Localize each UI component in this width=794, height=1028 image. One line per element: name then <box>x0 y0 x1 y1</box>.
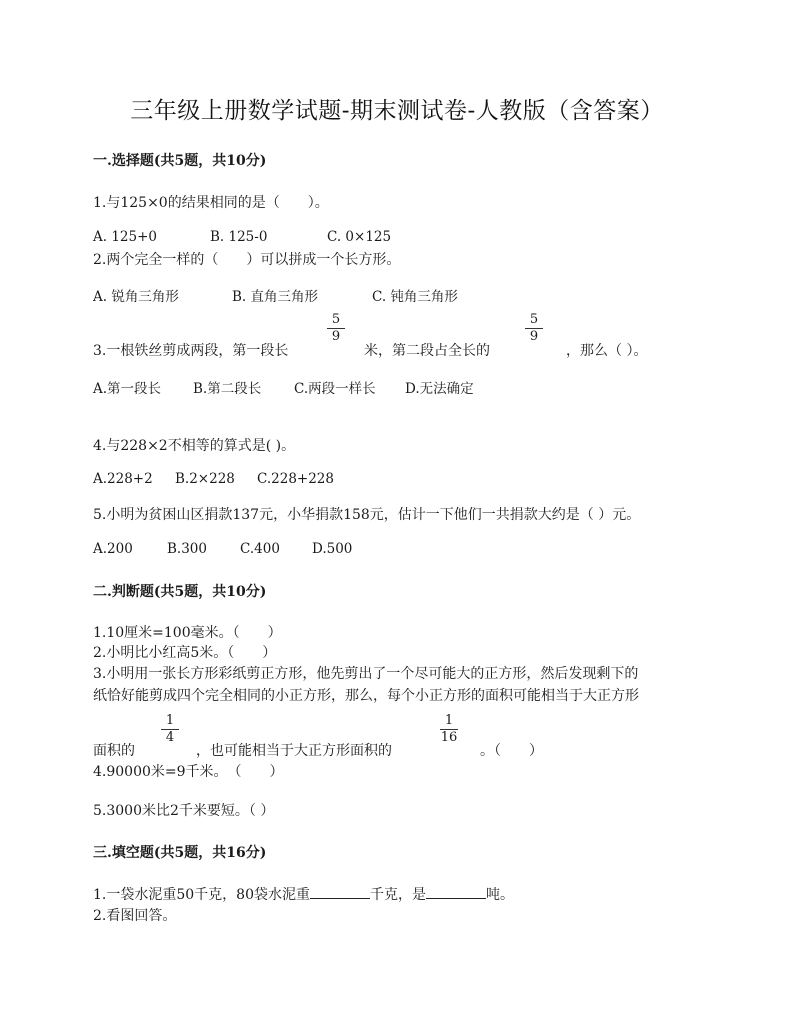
q1-option-c: C. 0×125 <box>327 229 392 245</box>
fill-1-part2: 千克，是 <box>370 887 426 903</box>
q2-option-b: B. 直角三角形 <box>232 289 319 305</box>
fill-1-part3: 吨。 <box>486 887 514 903</box>
q5-option-d: D.500 <box>312 541 353 557</box>
page-title: 三年级上册数学试题-期末测试卷-人教版（含答案） <box>130 98 664 124</box>
q3-option-c: C.两段一样长 <box>294 381 376 397</box>
j3-fraction-1-denominator: 4 <box>165 730 175 745</box>
question-1-text: 1.与125×0的结果相同的是（ ）。 <box>93 195 329 211</box>
section-heading-choice: 一.选择题(共5题，共10分) <box>93 153 267 169</box>
q4-option-c: C.228+228 <box>257 471 334 487</box>
judgment-3-part2: ，也可能相当于大正方形面积的 <box>196 743 392 759</box>
q5-option-c: C.400 <box>240 541 280 557</box>
q3-fraction-1-numerator: 5 <box>331 312 341 327</box>
section-heading-judgment: 二.判断题(共5题，共10分) <box>93 584 267 600</box>
fill-1 <box>93 884 514 904</box>
q4-option-b: B.2×228 <box>175 471 235 487</box>
judgment-3-part1: 面积的 <box>93 743 135 759</box>
fill-1-blank-1[interactable] <box>310 884 370 899</box>
judgment-1-text: 1.10厘米=100毫米。（ ） <box>93 625 282 641</box>
q3-fraction-2 <box>522 313 546 344</box>
question-2-text: 2.两个完全一样的（ ）可以拼成一个长方形。 <box>93 252 401 268</box>
q3-option-b: B.第二段长 <box>193 381 262 397</box>
q1-option-b: B. 125-0 <box>210 229 268 245</box>
question-5-text: 5.小明为贫困山区捐款137元，小华捐款158元，估计一下他们一共捐款大约是（ ）元。 <box>93 507 641 523</box>
j3-fraction-1-numerator: 1 <box>165 713 175 728</box>
q3-option-d: D.无法确定 <box>405 381 474 397</box>
q4-option-a: A.228+2 <box>93 471 153 487</box>
judgment-3-line1: 3.小明用一张长方形彩纸剪正方形，他先剪出了一个尽可能大的正方形，然后发现剩下的 <box>93 666 639 682</box>
judgment-5-text: 5.3000米比2千米要短。（ ） <box>93 803 275 819</box>
q1-option-a: A. 125+0 <box>93 229 157 245</box>
q2-option-c: C. 钝角三角形 <box>372 289 458 305</box>
judgment-2-text: 2.小明比小红高5米。（ ） <box>93 645 277 661</box>
q3-fraction-1 <box>324 313 348 344</box>
section-heading-fill-in: 三.填空题(共5题，共16分) <box>93 845 267 861</box>
q5-option-a: A.200 <box>93 541 133 557</box>
j3-fraction-2-numerator: 1 <box>444 713 454 728</box>
question-3-part3: ，那么（ ）。 <box>566 343 648 359</box>
fill-1-blank-2[interactable] <box>426 884 486 899</box>
j3-fraction-2 <box>437 714 461 745</box>
j3-fraction-2-denominator: 16 <box>440 730 458 745</box>
question-4-text: 4.与228×2不相等的算式是( )。 <box>93 438 296 454</box>
fill-1-part1: 1.一袋水泥重50千克，80袋水泥重 <box>93 887 310 903</box>
q3-option-a: A.第一段长 <box>93 381 162 397</box>
judgment-3-part3: 。（ ） <box>480 743 543 759</box>
judgment-4-text: 4.90000米=9千米。 （ ） <box>93 764 284 780</box>
q5-option-b: B.300 <box>167 541 207 557</box>
j3-fraction-1 <box>158 714 182 745</box>
q3-fraction-2-numerator: 5 <box>529 312 539 327</box>
q3-fraction-2-denominator: 9 <box>529 329 539 344</box>
q3-fraction-1-denominator: 9 <box>331 329 341 344</box>
question-3-part2: 米，第二段占全长的 <box>364 343 490 359</box>
question-3-part1: 3.一根铁丝剪成两段，第一段长 <box>93 343 289 359</box>
fill-2-text: 2.看图回答。 <box>93 908 177 924</box>
q2-option-a: A. 锐角三角形 <box>93 289 179 305</box>
judgment-3-line2: 纸恰好能剪成四个完全相同的小正方形，那么，每个小正方形的面积可能相当于大正方形 <box>93 688 639 704</box>
